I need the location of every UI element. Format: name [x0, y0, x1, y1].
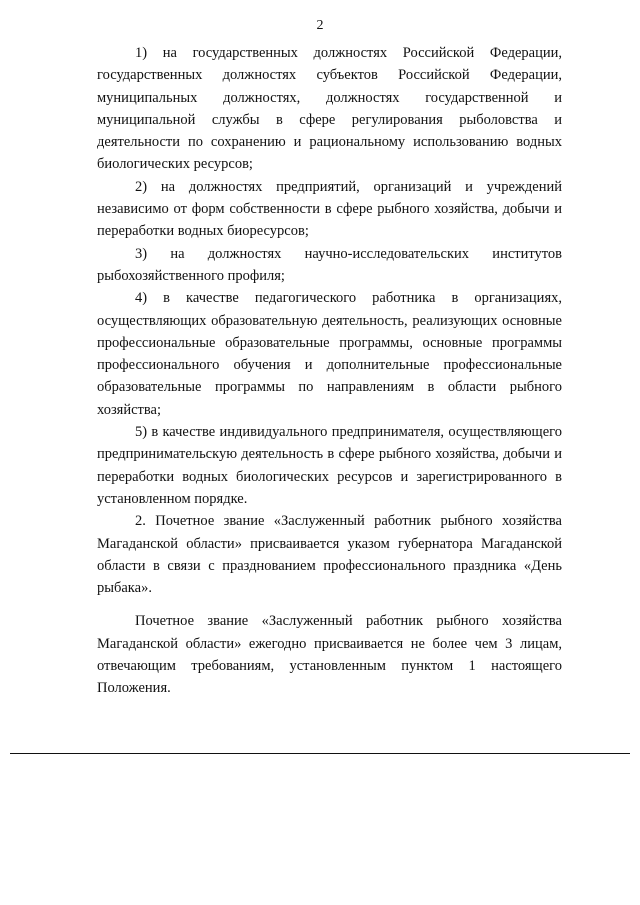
- section-2-paragraph: 2. Почетное звание «Заслуженный работник рыбного хозяйства Магаданской области» присваивается указом губернатора Магаданской области в связи с празднованием профессионального праздника «День рыбака».: [97, 513, 562, 597]
- list-item-4: 4) в качестве педагогического работника в организациях, осуществляющих образовательную деятельность, реализующих основные профессиональные образовательные программы, основные программы профессионального обучения и дополнительные профессиональные образовательные программы по направлениям в области рыбного хозяйства;: [97, 290, 562, 418]
- list-item-2: 2) на должностях предприятий, организаций и учреждений независимо от форм собственности в сфере рыбного хозяйства, добычи и переработки водных биоресурсов;: [97, 178, 562, 240]
- list-item-3: 3) на должностях научно-исследовательских институтов рыбохозяйственного профиля;: [97, 245, 562, 284]
- document-body: [97, 42, 562, 700]
- list-item-5: 5) в качестве индивидуального предпринимателя, осуществляющего предпринимательскую деятельность в сфере рыбного хозяйства, добычи и переработки водных биологических ресурсов и зарегистрированного в установленном порядке.: [97, 424, 562, 507]
- closing-paragraph: Почетное звание «Заслуженный работник рыбного хозяйства Магаданской области» ежегодно присваивается не более чем 3 лицам, отвечающим требованиям, установленным пунктом 1 настоящего Положения.: [97, 613, 562, 697]
- list-item-1: 1) на государственных должностях Российской Федерации, государственных должностях субъектов Российской Федерации, муниципальных должностях, должностях государственной и муниципальной службы в сфере регулирования рыболовства и деятельности по сохранению и рациональному использованию водных биологических ресурсов;: [97, 45, 562, 173]
- footer-divider: [10, 753, 630, 754]
- page-number: 2: [316, 18, 324, 33]
